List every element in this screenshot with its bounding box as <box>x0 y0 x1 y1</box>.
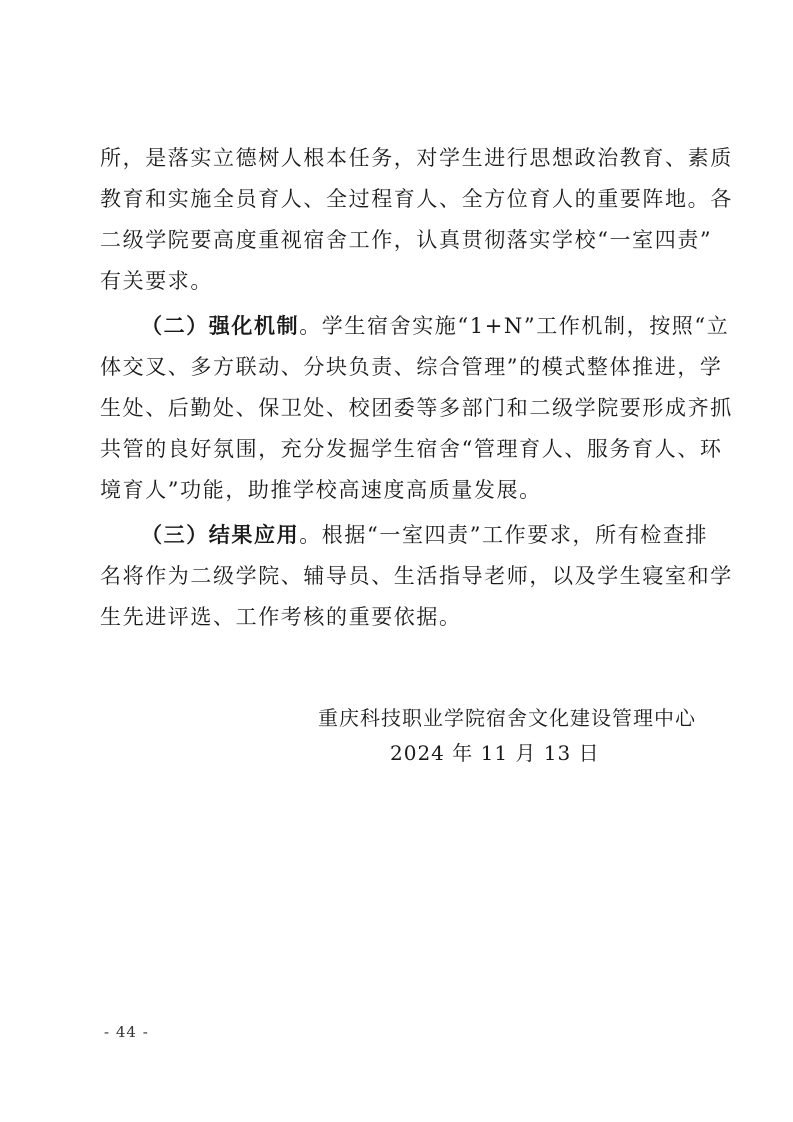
signature-organization: 重庆科技职业学院宿舍文化建设管理中心 <box>318 706 696 730</box>
section-heading: （三）结果应用 <box>141 522 300 547</box>
text-line: 二级学院要高度重视宿舍工作，认真贯彻落实学校“一室四责” <box>100 228 713 252</box>
page-number: - 44 - <box>104 1023 149 1041</box>
text-line: 境育人”功能，助推学校高速度高质量发展。 <box>100 478 542 502</box>
text-span: 。根据“一室四责”工作要求，所有检查排 <box>299 523 709 547</box>
text-line: 生先进评选、工作考核的重要依据。 <box>100 605 462 629</box>
text-line <box>141 312 741 340</box>
text-line: 生处、后勤处、保卫处、校团委等多部门和二级学院要形成齐抓 <box>100 396 733 420</box>
text-line: 教育和实施全员育人、全过程育人、全方位育人的重要阵地。各 <box>100 187 733 211</box>
text-line: 名将作为二级学院、辅导员、生活指导老师，以及学生寝室和学 <box>100 564 733 588</box>
text-line <box>141 521 741 549</box>
text-line: 体交叉、多方联动、分块负责、综合管理”的模式整体推进，学 <box>100 355 723 379</box>
text-line: 有关要求。 <box>100 269 213 293</box>
text-span: 。学生宿舍实施“1+N”工作机制，按照“立 <box>299 314 730 338</box>
text-line: 所，是落实立德树人根本任务，对学生进行思想政治教育、素质 <box>100 146 733 170</box>
signature-date: 2024 年 11 月 13 日 <box>390 741 600 765</box>
text-line: 共管的良好氛围，充分发掘学生宿舍“管理育人、服务育人、环 <box>100 437 723 461</box>
section-heading: （二）强化机制 <box>141 313 300 338</box>
